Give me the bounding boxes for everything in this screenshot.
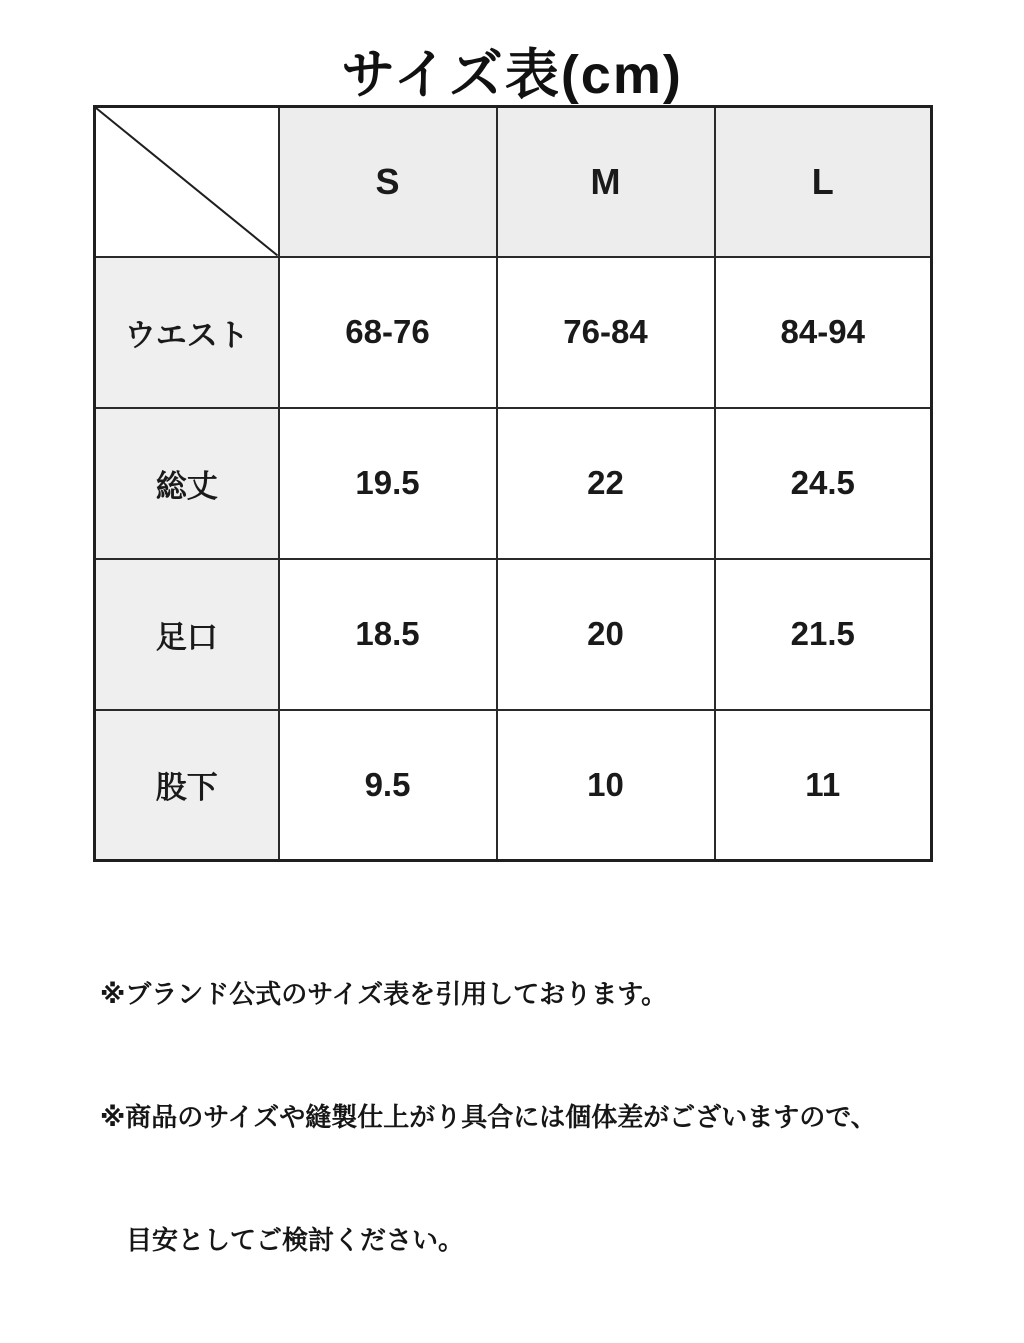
diagonal-line-icon (96, 108, 278, 256)
cell-inseam-s: 9.5 (279, 710, 497, 861)
cell-leg-opening-s: 18.5 (279, 559, 497, 710)
table-row-inseam (95, 710, 932, 861)
cell-total-length-s: 19.5 (279, 408, 497, 559)
footnote-line-1: ※ブランド公式のサイズ表を引用しております。 (100, 979, 668, 1009)
page-title: サイズ表(cm) (341, 45, 683, 105)
column-header-l: L (715, 107, 932, 257)
footnotes (100, 892, 960, 1343)
cell-leg-opening-l: 21.5 (715, 559, 932, 710)
cell-leg-opening-m: 20 (497, 559, 715, 710)
column-header-s: S (279, 107, 497, 257)
cell-inseam-l: 11 (715, 710, 932, 861)
table-row-waist (95, 257, 932, 408)
table-row-leg-opening (95, 559, 932, 710)
row-label-total-length: 総丈 (95, 408, 279, 559)
header-row (95, 107, 932, 257)
row-label-inseam: 股下 (95, 710, 279, 861)
cell-waist-m: 76-84 (497, 257, 715, 408)
footnote-line-3: 目安としてご検討ください。 (100, 1225, 465, 1255)
cell-total-length-m: 22 (497, 408, 715, 559)
row-label-leg-opening: 足口 (95, 559, 279, 710)
column-header-m: M (497, 107, 715, 257)
cell-total-length-l: 24.5 (715, 408, 932, 559)
cell-waist-s: 68-76 (279, 257, 497, 408)
diagonal-corner-cell (95, 107, 279, 257)
table-row-total-length (95, 408, 932, 559)
size-table (93, 105, 933, 862)
cell-inseam-m: 10 (497, 710, 715, 861)
row-label-waist: ウエスト (95, 257, 279, 408)
cell-waist-l: 84-94 (715, 257, 932, 408)
footnote-line-2: ※商品のサイズや縫製仕上がり具合には個体差がございますので、 (100, 1102, 877, 1132)
